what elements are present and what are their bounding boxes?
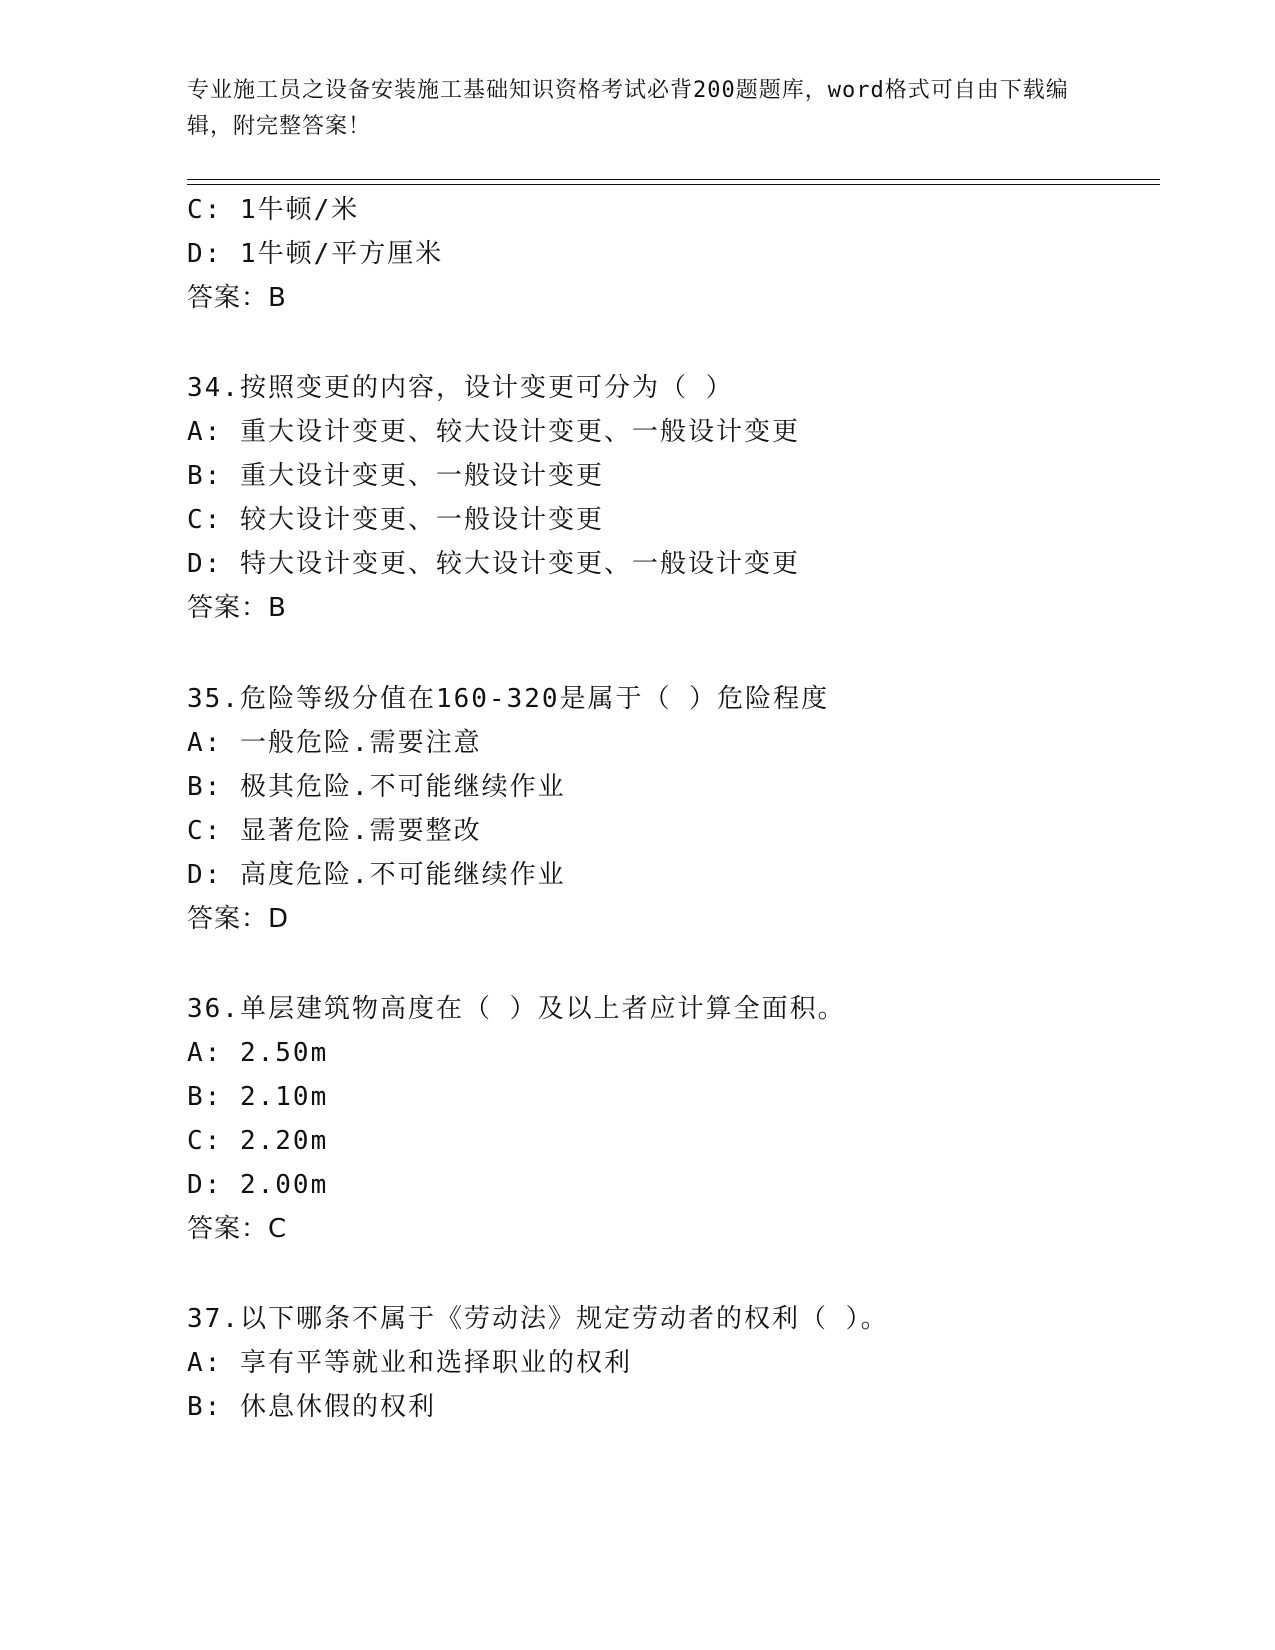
option-line: D: 1牛顿/平方厘米 [187, 239, 444, 269]
answer-line: 答案：B [187, 593, 287, 623]
question-line: 36.单层建筑物高度在（ ）及以上者应计算全面积。 [187, 994, 846, 1024]
question-line: 37.以下哪条不属于《劳动法》规定劳动者的权利（ ）。 [187, 1304, 889, 1334]
option-line: B: 重大设计变更、一般设计变更 [187, 461, 604, 491]
option-line: C: 较大设计变更、一般设计变更 [187, 505, 604, 535]
option-line: A: 享有平等就业和选择职业的权利 [187, 1348, 632, 1378]
option-line: D: 特大设计变更、较大设计变更、一般设计变更 [187, 549, 800, 579]
question-line: 34.按照变更的内容，设计变更可分为（ ） [187, 373, 734, 403]
header-divider-bottom [187, 184, 1160, 185]
option-line: C: 1牛顿/米 [187, 195, 360, 225]
answer-line: 答案：D [187, 904, 290, 934]
header-title: 专业施工员之设备安装施工基础知识资格考试必背200题题库，word格式可自由下载编辑，附完整答案！ [187, 78, 1069, 139]
option-line: B: 极其危险.不可能继续作业 [187, 772, 566, 802]
page-header [187, 73, 1077, 145]
option-line: A: 2.50m [187, 1038, 329, 1068]
header-divider-top [187, 179, 1160, 180]
option-line: C: 显著危险.需要整改 [187, 816, 482, 846]
option-line: A: 一般危险.需要注意 [187, 728, 482, 758]
option-line: B: 2.10m [187, 1082, 329, 1112]
option-line: B: 休息休假的权利 [187, 1392, 436, 1422]
answer-line: 答案：C [187, 1214, 288, 1244]
answer-line: 答案：B [187, 283, 287, 313]
option-line: A: 重大设计变更、较大设计变更、一般设计变更 [187, 417, 800, 447]
option-line: C: 2.20m [187, 1126, 329, 1156]
option-line: D: 高度危险.不可能继续作业 [187, 860, 566, 890]
option-line: D: 2.00m [187, 1170, 329, 1200]
question-line: 35.危险等级分值在160-320是属于（ ）危险程度 [187, 684, 830, 714]
